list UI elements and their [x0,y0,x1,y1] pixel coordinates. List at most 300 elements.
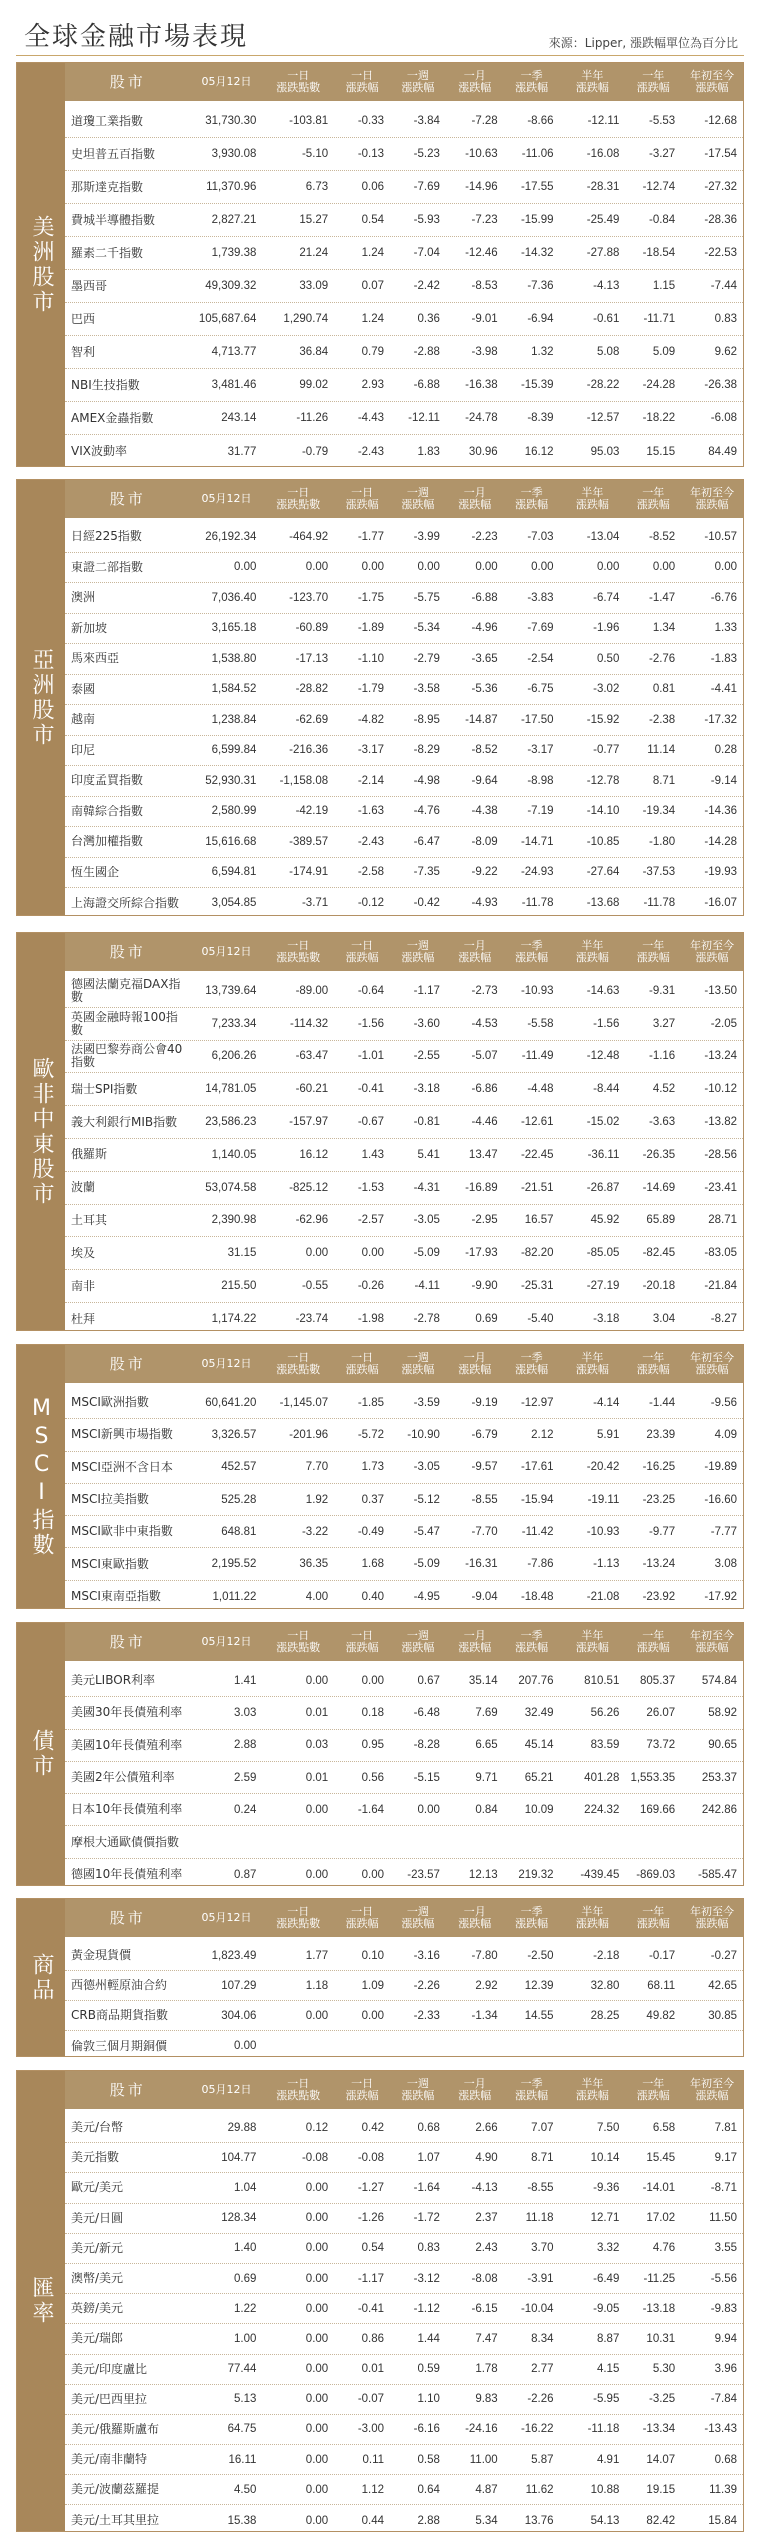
cell-chg-6m: -85.05 [586,1247,620,1260]
cell-chg-6m: -12.57 [586,412,620,424]
cell-chg-1d: 0.86 [361,2332,385,2345]
cell-chg-1w: -2.88 [413,346,440,358]
cell-chg-1w: -4.95 [413,1590,440,1603]
cell-name: 恆生國企 [71,865,120,879]
cell-chg-1d: -1.63 [357,805,385,818]
cell-chg-pts: 99.02 [299,379,329,391]
table-row [65,1665,743,1697]
cell-name: 羅素二千指數 [71,246,144,260]
cell-chg-pts: 1,290.74 [283,313,329,325]
cell-chg-1d: 1.68 [361,1558,385,1571]
cell-chg-pts: -389.57 [289,835,329,848]
cell-chg-1w: -2.26 [413,1979,440,1992]
cell-chg-ytd: 242.86 [701,1803,738,1816]
cell-chg-1q: -17.61 [520,1461,554,1474]
header-chg-1m: 一月 漲跌幅 [458,1629,492,1654]
header-chg-pts: 一日 漲跌點數 [276,939,321,964]
cell-close: 3,165.18 [211,622,257,635]
cell-close: 26,192.34 [205,530,257,543]
table-row [65,1762,743,1794]
cell-chg-1m: -8.55 [471,1493,498,1506]
cell-name: 德國法蘭克福DAX指數 [71,977,181,1004]
cell-chg-pts: 0.12 [305,2121,329,2134]
cell-chg-6m: -3.18 [593,1313,620,1326]
cell-name: 波蘭 [71,1181,96,1195]
cell-chg-6m: -25.49 [586,214,620,226]
cell-chg-6m: -21.08 [586,1590,620,1603]
header-chg-6m: 半年 漲跌幅 [575,2077,609,2102]
table-row [65,975,743,1008]
cell-close: 31,730.30 [205,115,257,127]
cell-chg-ytd: 0.68 [714,2453,738,2466]
cell-name: 那斯達克指數 [71,180,144,194]
cell-chg-1w: -8.29 [413,744,440,757]
cell-close: 6,599.84 [211,744,257,757]
page-title: 全球金融市場表現 [24,22,249,52]
table-row [65,2475,743,2505]
table-row [65,827,743,858]
cell-chg-6m: -28.22 [586,379,620,391]
cell-chg-1m: 2.37 [475,2212,498,2225]
table-row [65,1548,743,1580]
cell-chg-1d: 0.00 [361,1868,385,1881]
cell-name: 澳洲 [71,591,96,605]
cell-chg-1d: 0.79 [361,346,385,358]
cell-chg-1m: -9.01 [471,313,498,325]
cell-name: CRB商品期貨指數 [71,2009,168,2022]
cell-chg-1d: -2.58 [357,866,385,879]
cell-chg-1w: -5.09 [413,1247,440,1260]
cell-chg-1w: -5.75 [413,591,440,604]
header-chg-ytd: 年初至今 漲跌幅 [690,1351,735,1376]
cell-chg-1q: -12.61 [520,1116,554,1129]
cell-chg-1q: -15.99 [520,214,554,226]
cell-close: 3,481.46 [211,379,257,391]
cell-chg-1q: -7.86 [527,1558,554,1571]
cell-chg-1m: -2.95 [471,1214,498,1227]
cell-chg-pts: 0.01 [305,1771,329,1784]
cell-chg-6m: -13.04 [586,530,620,543]
cell-chg-1d: -1.10 [357,652,385,665]
cell-chg-1m: -6.79 [471,1428,498,1441]
cell-name: 史坦普五百指數 [71,147,156,161]
cell-chg-1q: -8.39 [527,412,554,424]
cell-chg-1y: -9.31 [648,984,676,997]
cell-chg-1d: 0.42 [361,2121,385,2134]
table-header [65,63,743,101]
cell-chg-ytd: 15.84 [708,2514,738,2527]
cell-chg-6m: -8.44 [593,1083,620,1096]
cell-chg-6m: -27.88 [586,247,620,259]
cell-close: 107.29 [221,1979,257,1992]
cell-chg-1m: -7.28 [471,115,498,127]
cell-chg-pts: -114.32 [290,1017,329,1030]
cell-chg-1w: -5.15 [413,1771,440,1784]
cell-chg-1w: -23.57 [407,1868,440,1881]
cell-chg-pts: 0.00 [305,2453,329,2466]
table-row [65,1387,743,1419]
cell-chg-1q: -14.71 [520,835,554,848]
cell-close: 53,074.58 [205,1181,257,1194]
table-row [65,1452,743,1484]
cell-chg-1y: 17.02 [646,2212,676,2225]
cell-chg-1y: -13.34 [642,2423,676,2436]
section-2 [16,479,744,916]
cell-chg-1q: 0.00 [531,561,554,574]
cell-chg-6m: -1.13 [593,1558,620,1571]
table-row [65,1139,743,1172]
cell-chg-1m: -9.19 [471,1396,498,1409]
cell-chg-6m: -9.36 [593,2181,620,2194]
table-row [65,138,743,171]
table-header [65,1623,743,1661]
table-row [65,2445,743,2475]
cell-name: MSCI亞洲不含日本 [71,1460,173,1474]
table-row [65,1419,743,1451]
header-chg-1d: 一日 漲跌幅 [345,1629,379,1654]
cell-chg-6m: -26.87 [586,1181,620,1194]
cell-chg-1y: 1.15 [652,280,676,292]
table-row [65,1008,743,1041]
header-chg-1d: 一日 漲跌幅 [345,1905,379,1930]
cell-chg-1w: -12.11 [408,412,440,424]
cell-chg-pts: 4.00 [305,1590,329,1603]
cell-chg-1y: 11.14 [647,744,676,757]
cell-chg-1w: -4.31 [413,1181,440,1194]
cell-chg-1d: -1.01 [357,1050,385,1063]
table-row [65,435,743,468]
cell-chg-ytd: 11.39 [709,2483,738,2496]
table-row [65,1106,743,1139]
cell-name: 埃及 [71,1246,96,1260]
cell-chg-1m: -9.22 [471,866,498,879]
table-row [65,1041,743,1074]
section-label: 歐非中東股市 [29,1056,54,1207]
cell-chg-1w: -1.17 [413,984,440,997]
table-row [65,2385,743,2415]
cell-chg-1d: -0.07 [357,2393,385,2406]
header-chg-1q: 一季 漲跌幅 [515,1351,549,1376]
cell-chg-1d: -4.82 [357,713,385,726]
header-close: 05月12日 [201,2083,252,2096]
cell-chg-1d: 0.00 [361,561,385,574]
cell-chg-1m: -1.34 [471,2009,498,2022]
cell-name: 越南 [71,713,96,727]
cell-chg-1d: 0.37 [361,1493,385,1506]
cell-chg-ytd: -0.27 [710,1949,738,1962]
header-chg-1m: 一月 漲跌幅 [458,486,492,511]
cell-chg-ytd: 42.65 [708,1979,738,1992]
cell-chg-1y: -20.18 [642,1280,676,1293]
cell-chg-1y: 3.27 [652,1017,676,1030]
cell-close: 1.00 [234,2332,257,2345]
cell-chg-ytd: -13.50 [704,984,738,997]
cell-chg-1y: -3.25 [648,2393,676,2406]
cell-chg-1q: 219.32 [518,1868,554,1881]
cell-chg-1y: 4.76 [652,2242,676,2255]
cell-chg-pts: -5.10 [301,148,329,160]
cell-chg-1m: -10.63 [465,148,498,160]
cell-name: AMEX金蟲指數 [71,411,154,425]
header-close: 05月12日 [201,75,252,88]
cell-chg-1m: 5.34 [475,2514,498,2527]
section-side-label [17,1899,65,2056]
cell-close: 16.11 [228,2453,257,2466]
cell-chg-6m: -20.42 [586,1461,620,1474]
cell-chg-pts: -174.91 [289,866,329,879]
header-chg-1d: 一日 漲跌幅 [345,939,379,964]
table-row [65,644,743,675]
header-name: 股市 [109,2081,146,2099]
cell-chg-1q: -8.98 [527,774,554,787]
cell-chg-1d: -1.26 [357,2212,385,2225]
cell-chg-1m: -24.78 [465,412,498,424]
header-chg-pts: 一日 漲跌點數 [276,1351,321,1376]
header-chg-ytd: 年初至今 漲跌幅 [690,1629,735,1654]
cell-close: 31.77 [227,445,257,458]
cell-chg-1q: 1.32 [531,346,554,358]
cell-close: 1,140.05 [211,1148,257,1161]
table-row [65,1303,743,1336]
cell-close: 128.34 [221,2212,257,2225]
table-row [65,270,743,303]
cell-chg-pts: 21.24 [299,247,329,259]
cell-chg-1w: 0.64 [417,2483,440,2496]
cell-name: 美元/印度盧比 [71,2362,148,2376]
cell-chg-1q: 11.18 [525,2212,554,2225]
section-label: 美洲股市 [29,214,54,315]
cell-name: 馬來西亞 [71,652,120,666]
cell-chg-1d: 0.54 [361,2242,385,2255]
table-row [65,1859,743,1891]
cell-chg-1d: 0.10 [361,1949,385,1962]
cell-chg-ytd: -4.41 [710,683,738,696]
cell-chg-1m: -16.38 [465,379,498,391]
cell-chg-1m: -3.98 [471,346,498,358]
cell-chg-6m: -2.18 [593,1949,620,1962]
cell-chg-1d: -0.49 [357,1525,385,1538]
table-row [65,675,743,706]
cell-chg-1y: 6.58 [652,2121,676,2134]
cell-close: 2,580.99 [211,805,257,818]
cell-close: 64.75 [227,2423,257,2436]
section-side-label [17,480,65,915]
cell-chg-1y: -11.71 [643,313,676,325]
cell-chg-6m: -4.14 [593,1396,620,1409]
header-chg-1m: 一月 漲跌幅 [458,1351,492,1376]
cell-name: 智利 [71,345,96,359]
section-1 [16,62,744,467]
cell-chg-1m: 4.90 [475,2151,498,2164]
cell-chg-1m: -14.87 [465,713,498,726]
cell-chg-pts: -3.22 [301,1525,329,1538]
header-chg-1q: 一季 漲跌幅 [515,69,549,94]
cell-chg-1m: -4.46 [471,1116,498,1129]
cell-chg-1w: 0.83 [417,2242,440,2255]
cell-chg-1d: 0.18 [361,1706,385,1719]
cell-chg-1y: 8.71 [652,774,676,787]
cell-chg-1m: 12.13 [468,1868,498,1881]
cell-chg-6m: -15.02 [586,1116,620,1129]
cell-chg-ytd: -21.84 [704,1280,738,1293]
cell-chg-ytd: 9.17 [714,2151,738,2164]
cell-chg-1w: -3.16 [413,1949,440,1962]
cell-name: 美國10年長債殖利率 [71,1738,183,1752]
cell-chg-1q: -10.04 [520,2302,554,2315]
cell-chg-1d: 1.43 [361,1148,385,1161]
table-row [65,237,743,270]
cell-chg-1w: -8.28 [413,1739,440,1752]
cell-chg-6m: -27.64 [586,866,620,879]
cell-name: 美元/台幣 [71,2121,124,2135]
cell-chg-6m: -28.31 [586,181,620,193]
cell-chg-pts: -216.36 [289,744,329,757]
cell-chg-1w: -3.12 [413,2272,440,2285]
cell-chg-1y: -14.01 [642,2181,676,2194]
cell-chg-1d: -2.43 [357,835,385,848]
cell-chg-1m: -12.46 [465,247,498,259]
section-label: 商品 [29,1952,54,2003]
cell-chg-1q: -22.45 [520,1148,554,1161]
cell-chg-1y: -13.18 [642,2302,676,2315]
cell-chg-1q: -18.48 [520,1590,554,1603]
cell-name: 美元/波蘭茲羅提 [71,2483,160,2497]
cell-chg-pts: 0.00 [305,2483,329,2496]
cell-chg-1y: -14.69 [642,1181,676,1194]
table-row [65,1073,743,1106]
cell-chg-pts: -89.00 [295,984,329,997]
cell-name: 美元LIBOR利率 [71,1674,156,1688]
cell-chg-1y: 1.34 [652,622,676,635]
cell-chg-6m: -1.96 [593,622,620,635]
cell-chg-1m: 1.78 [475,2363,498,2376]
cell-chg-1y: 5.09 [652,346,676,358]
cell-close: 14,781.05 [205,1083,257,1096]
table-row [65,1516,743,1548]
header-chg-1y: 一年 漲跌幅 [636,486,670,511]
cell-chg-ytd: -19.93 [704,866,738,879]
table-row [65,171,743,204]
cell-chg-6m: -439.45 [580,1868,620,1881]
cell-chg-1m: -4.96 [471,622,498,635]
table-header [65,933,743,971]
cell-chg-pts: 36.84 [299,346,329,358]
header-name: 股市 [109,1633,146,1651]
header-name: 股市 [109,943,146,961]
cell-chg-1m: -8.53 [471,280,498,292]
cell-name: 美元/土耳其里拉 [71,2514,160,2528]
table-row [65,522,743,553]
cell-chg-1y: 0.00 [652,561,676,574]
cell-name: 摩根大通歐債價指數 [71,1835,180,1849]
table-row [65,1172,743,1205]
cell-chg-1m: -7.80 [471,1949,498,1962]
cell-name: 台灣加權指數 [71,835,144,849]
table-row [65,2113,743,2143]
cell-name: 英國金融時報100指數 [71,1010,178,1037]
cell-chg-ytd: 11.50 [709,2212,738,2225]
table-body [65,1665,743,1891]
cell-chg-1y: 65.89 [646,1214,676,1227]
cell-chg-pts: -1,158.08 [279,774,329,787]
header-chg-1w: 一週 漲跌幅 [401,1629,435,1654]
source-note: 來源：Lipper, 漲跌幅單位為百分比 [548,36,738,50]
cell-chg-6m: -3.02 [593,683,620,696]
cell-chg-1m: -7.70 [471,1525,498,1538]
cell-close: 7,233.34 [211,1017,257,1030]
cell-chg-ytd: -10.12 [704,1083,738,1096]
cell-close: 3,326.57 [211,1428,257,1441]
cell-chg-1q: 13.76 [524,2514,554,2527]
cell-chg-1m: 9.71 [475,1771,498,1784]
table-row [65,766,743,797]
cell-name: 法國巴黎券商公會40指數 [71,1043,183,1070]
table-row [65,797,743,828]
cell-chg-pts: -42.19 [295,805,329,818]
cell-chg-ytd: -23.41 [704,1181,738,1194]
cell-chg-1w: 0.00 [417,561,440,574]
cell-chg-1q: 5.87 [531,2453,554,2466]
cell-chg-6m: 3.32 [596,2242,620,2255]
cell-close: 3.03 [234,1706,257,1719]
cell-name: MSCI東南亞指數 [71,1590,161,1604]
table-body [65,105,743,468]
header-chg-1y: 一年 漲跌幅 [636,69,670,94]
cell-chg-1w: -4.11 [414,1280,440,1293]
cell-chg-pts: -62.69 [295,713,329,726]
cell-chg-1y: -3.27 [648,148,676,160]
cell-chg-6m: 401.28 [584,1771,620,1784]
table-body [65,1941,743,2061]
cell-chg-1q: -3.17 [527,744,554,757]
cell-close: 243.14 [221,412,257,424]
cell-chg-1d: -1.17 [357,2272,385,2285]
cell-chg-6m: 83.59 [590,1739,620,1752]
header-chg-1w: 一週 漲跌幅 [401,69,435,94]
section-side-label [17,1345,65,1608]
cell-chg-1y: 49.82 [646,2009,676,2022]
cell-name: 美元/巴西里拉 [71,2392,148,2406]
table-row [65,2324,743,2354]
cell-chg-1d: -1.27 [357,2181,385,2194]
cell-chg-1q: 32.49 [524,1706,554,1719]
cell-chg-pts: -28.82 [295,683,329,696]
cell-close: 5.13 [234,2393,257,2406]
cell-chg-ytd: 1.33 [714,622,738,635]
cell-chg-1w: -2.42 [413,280,440,292]
cell-chg-1w: -3.18 [413,1083,440,1096]
cell-close: 1,823.49 [211,1949,257,1962]
cell-chg-ytd: -16.07 [704,897,738,910]
cell-chg-pts: -123.70 [289,591,329,604]
cell-chg-pts: 0.00 [305,2363,329,2376]
table-row [65,336,743,369]
cell-chg-1m: -14.96 [465,181,498,193]
cell-chg-1y: -9.77 [648,1525,676,1538]
cell-chg-6m: 5.91 [596,1428,620,1441]
cell-chg-1w: 1.44 [417,2332,440,2345]
cell-name: 倫敦三個月期銅價 [71,2039,168,2053]
cell-chg-1d: -0.12 [357,897,385,910]
cell-chg-1w: -2.33 [413,2009,440,2022]
header-chg-6m: 半年 漲跌幅 [575,939,609,964]
table-header [65,480,743,518]
cell-chg-1m: 4.87 [475,2483,498,2496]
cell-name: 印尼 [71,743,96,757]
cell-chg-6m: 8.87 [596,2332,620,2345]
cell-close: 105,687.64 [198,313,257,325]
cell-chg-ytd: -7.84 [710,2393,738,2406]
